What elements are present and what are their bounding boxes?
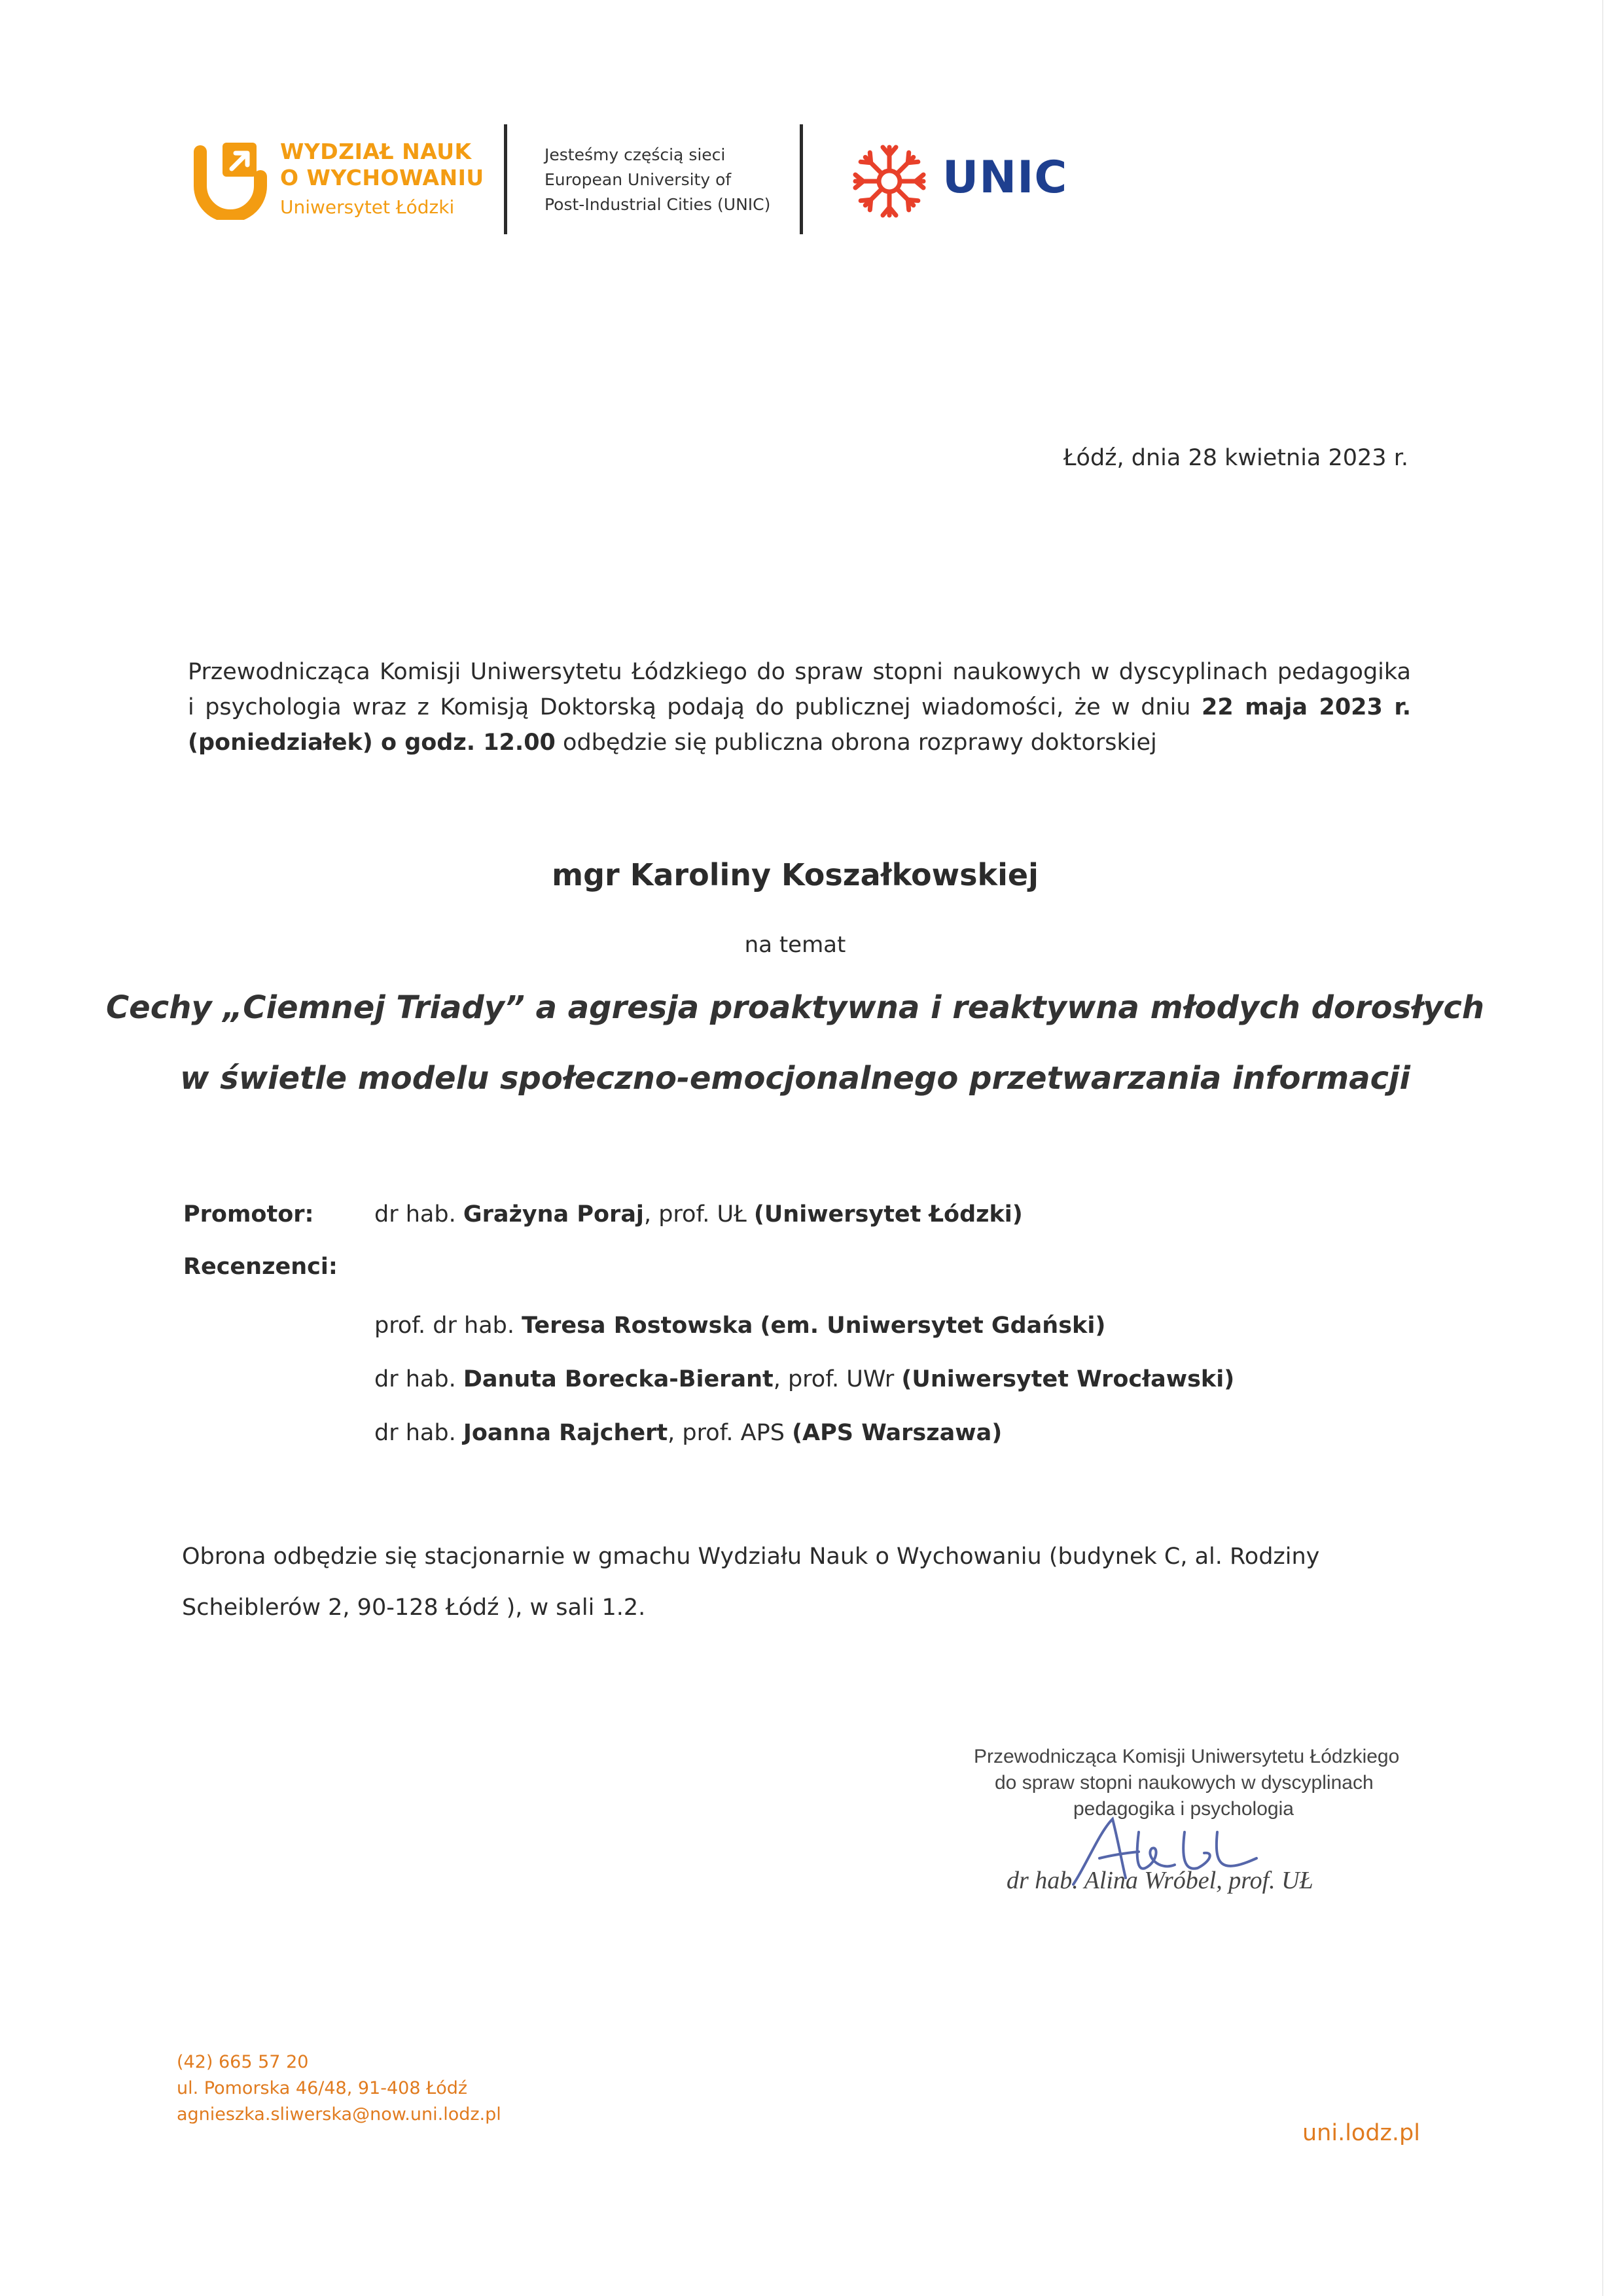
thesis-title-line2: w świetle modelu społeczno-emocjonalnego przetwarzania informacji: [180, 1060, 1410, 1097]
unic-logo-icon: [849, 141, 929, 221]
footer-address: ul. Pomorska 46/48, 91-408 Łódź: [177, 2078, 468, 2098]
document-date: Łódź, dnia 28 kwietnia 2023 r.: [1063, 445, 1408, 471]
announcement-text: odbędzie się publiczna obrona rozprawy doktorskiej: [555, 730, 1157, 756]
header-divider: [800, 124, 803, 234]
person-name: Danuta Borecka-Bierant: [463, 1366, 774, 1392]
unic-logo-text: UNIC: [942, 152, 1068, 203]
header-divider: [504, 124, 507, 234]
person-title: , prof. APS: [668, 1420, 793, 1446]
defense-time: (poniedziałek) o godz. 12.00: [188, 730, 556, 756]
person-name: Teresa Rostowska: [522, 1313, 753, 1339]
person-title: prof. dr hab.: [374, 1313, 522, 1339]
person-title: , prof. UWr: [773, 1366, 902, 1392]
announcement-paragraph: [188, 654, 1411, 760]
defense-date: 22 maja 2023 r.: [1201, 694, 1411, 720]
footer-website-link[interactable]: uni.lodz.pl: [1302, 2120, 1420, 2146]
scan-edge: [1602, 0, 1603, 2296]
signature-stamp-line1: Przewodnicząca Komisji Uniwersytetu Łódzkiego: [974, 1746, 1400, 1767]
university-name: Uniwersytet Łódzki: [280, 196, 455, 218]
promotor-label: Promotor:: [183, 1201, 314, 1227]
signature-stamp-line3: pedagogika i psychologia: [1073, 1798, 1294, 1820]
topic-intro: na temat: [744, 932, 846, 958]
announcement-line: [188, 690, 1411, 725]
announcement-text: i psychologia wraz z Komisją Doktorską podają do publicznej wiadomości, że w dniu: [188, 694, 1202, 720]
thesis-title-line1: Cechy „Ciemnej Triady” a agresja proaktywna i reaktywna młodych dorosłych: [105, 989, 1485, 1026]
reviewer-entry: [374, 1420, 1002, 1446]
reviewers-label: Recenzenci:: [183, 1254, 338, 1280]
person-title: dr hab.: [374, 1201, 463, 1227]
faculty-name-line1: WYDZIAŁ NAUK: [280, 139, 472, 164]
person-affiliation: (Uniwersytet Łódzki): [753, 1201, 1023, 1227]
reviewer-entry: [374, 1313, 1105, 1339]
reviewer-entry: [374, 1366, 1234, 1392]
faculty-logo-icon: [194, 139, 267, 220]
person-title: dr hab.: [374, 1420, 463, 1446]
person-affiliation: (em. Uniwersytet Gdański): [760, 1313, 1106, 1339]
defense-location: Obrona odbędzie się stacjonarnie w gmachu Wydziału Nauk o Wychowaniu (budynek C, al. Rodziny Scheiblerów 2, 90-128 Łódź ), w sali 1.2.: [182, 1544, 1320, 1621]
footer-phone: (42) 665 57 20: [177, 2052, 309, 2072]
faculty-name-line2: O WYCHOWANIU: [280, 165, 484, 190]
announcement-line: Przewodnicząca Komisji Uniwersytetu Łódzkiego do spraw stopni naukowych w dyscyplinach pedagogika: [188, 659, 1411, 685]
announcement-line: [188, 725, 1411, 760]
footer-email[interactable]: agnieszka.sliwerska@now.uni.lodz.pl: [177, 2104, 501, 2125]
promotor-entry: [374, 1201, 1023, 1227]
person-name: Joanna Rajchert: [463, 1420, 668, 1446]
person-title: , prof. UŁ: [643, 1201, 754, 1227]
network-text-line1: Jesteśmy częścią sieci: [544, 145, 726, 164]
network-text-line2: European University of: [544, 170, 732, 189]
person-title: dr hab.: [374, 1366, 463, 1392]
network-text-line3: Post-Industrial Cities (UNIC): [544, 195, 771, 214]
signature-stamp-line2: do spraw stopni naukowych w dyscyplinach: [995, 1772, 1374, 1793]
person-title: [753, 1313, 760, 1339]
person-name: Grażyna Poraj: [463, 1201, 644, 1227]
candidate-name: mgr Karoliny Koszałkowskiej: [552, 857, 1039, 892]
person-affiliation: (Uniwersytet Wrocławski): [901, 1366, 1235, 1392]
person-affiliation: (APS Warszawa): [792, 1420, 1003, 1446]
signatory-name: dr hab. Alina Wróbel, prof. UŁ: [1007, 1867, 1313, 1894]
